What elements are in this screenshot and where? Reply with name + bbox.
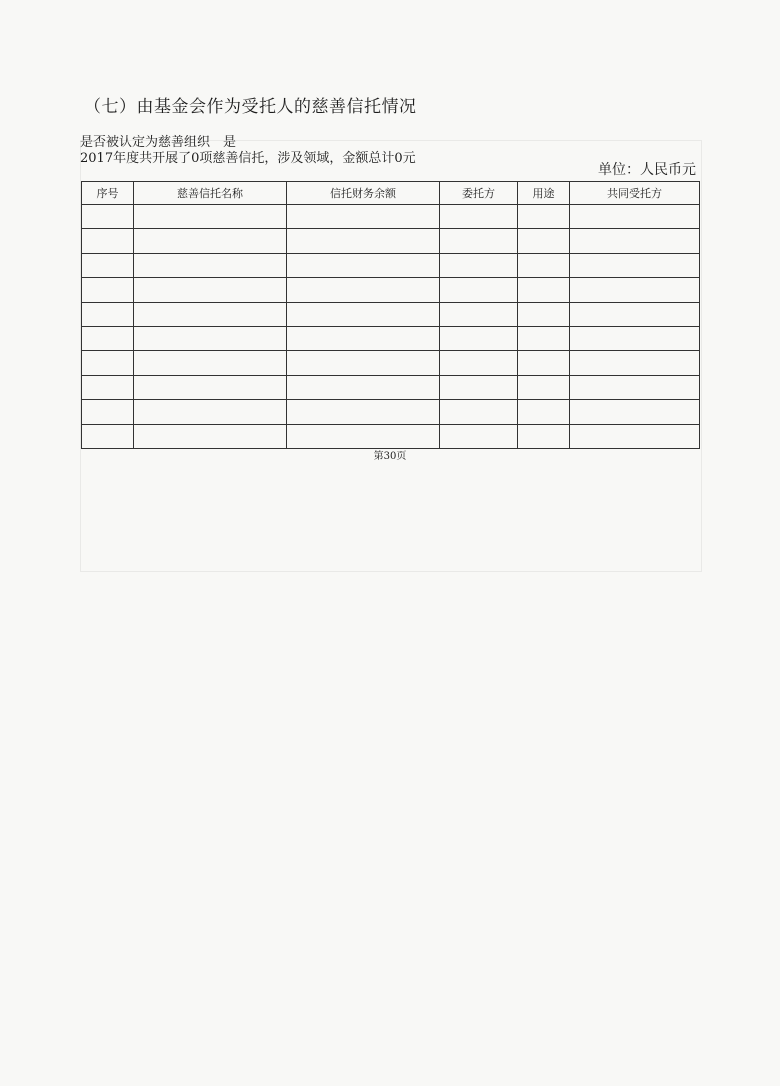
table-row bbox=[82, 229, 700, 253]
table-cell bbox=[518, 351, 570, 375]
table-cell bbox=[518, 205, 570, 229]
table-cell bbox=[82, 253, 134, 277]
table-cell bbox=[570, 302, 700, 326]
table-cell bbox=[570, 400, 700, 424]
table-cell bbox=[287, 400, 440, 424]
charitable-trust-table bbox=[81, 181, 700, 449]
header-trust-balance: 信托财务余额 bbox=[287, 182, 440, 205]
table-cell bbox=[82, 351, 134, 375]
table-cell bbox=[134, 302, 287, 326]
header-co-trustee: 共同受托方 bbox=[570, 182, 700, 205]
table-cell bbox=[134, 351, 287, 375]
table-cell bbox=[440, 351, 518, 375]
table-cell bbox=[570, 351, 700, 375]
table-cell bbox=[570, 326, 700, 350]
table-row bbox=[82, 326, 700, 350]
currency-unit-label: 单位：人民币元 bbox=[598, 162, 696, 178]
table-cell bbox=[570, 205, 700, 229]
table-cell bbox=[518, 424, 570, 448]
table-cell bbox=[287, 351, 440, 375]
table-cell bbox=[82, 229, 134, 253]
table-cell bbox=[287, 253, 440, 277]
table-cell bbox=[134, 205, 287, 229]
table-cell bbox=[570, 253, 700, 277]
table-cell bbox=[287, 302, 440, 326]
table-cell bbox=[518, 400, 570, 424]
table-cell bbox=[134, 424, 287, 448]
table-row bbox=[82, 302, 700, 326]
table-cell bbox=[440, 400, 518, 424]
table-cell bbox=[440, 229, 518, 253]
table-row bbox=[82, 253, 700, 277]
table-cell bbox=[287, 375, 440, 399]
table-row bbox=[82, 424, 700, 448]
table-cell bbox=[518, 278, 570, 302]
table-cell bbox=[440, 253, 518, 277]
table-body bbox=[82, 205, 700, 449]
table-cell bbox=[440, 375, 518, 399]
header-serial-number: 序号 bbox=[82, 182, 134, 205]
table-cell bbox=[518, 229, 570, 253]
table-cell bbox=[82, 400, 134, 424]
table-row bbox=[82, 400, 700, 424]
table-cell bbox=[134, 278, 287, 302]
table-cell bbox=[518, 253, 570, 277]
table-cell bbox=[287, 278, 440, 302]
table-cell bbox=[440, 326, 518, 350]
table-cell bbox=[570, 375, 700, 399]
table-cell bbox=[518, 302, 570, 326]
table-cell bbox=[134, 375, 287, 399]
table-row bbox=[82, 205, 700, 229]
table-cell bbox=[82, 278, 134, 302]
table-cell bbox=[82, 375, 134, 399]
header-trust-name: 慈善信托名称 bbox=[134, 182, 287, 205]
table-cell bbox=[570, 229, 700, 253]
table-cell bbox=[82, 205, 134, 229]
charity-recognition-line: 是否被认定为慈善组织 是 bbox=[80, 135, 237, 150]
table-cell bbox=[82, 302, 134, 326]
table-row bbox=[82, 351, 700, 375]
table-cell bbox=[440, 424, 518, 448]
header-settlor: 委托方 bbox=[440, 182, 518, 205]
table-row bbox=[82, 278, 700, 302]
table-cell bbox=[82, 326, 134, 350]
table-cell bbox=[82, 424, 134, 448]
table-row bbox=[82, 375, 700, 399]
trust-summary-line: 2017年度共开展了0项慈善信托，涉及领域，金额总计0元 bbox=[80, 151, 416, 166]
table-cell bbox=[287, 326, 440, 350]
table-header-row bbox=[82, 182, 700, 205]
table-cell bbox=[134, 400, 287, 424]
table-cell bbox=[570, 424, 700, 448]
table-cell bbox=[518, 326, 570, 350]
table-cell bbox=[570, 278, 700, 302]
table-cell bbox=[134, 229, 287, 253]
page-number: 第30页 bbox=[373, 451, 407, 462]
table-cell bbox=[440, 278, 518, 302]
table-cell bbox=[440, 302, 518, 326]
table-cell bbox=[134, 326, 287, 350]
header-purpose: 用途 bbox=[518, 182, 570, 205]
table-cell bbox=[287, 229, 440, 253]
table-cell bbox=[287, 205, 440, 229]
table-cell bbox=[440, 205, 518, 229]
table-cell bbox=[518, 375, 570, 399]
table-cell bbox=[134, 253, 287, 277]
table-cell bbox=[287, 424, 440, 448]
section-title: （七）由基金会作为受托人的慈善信托情况 bbox=[84, 97, 417, 117]
